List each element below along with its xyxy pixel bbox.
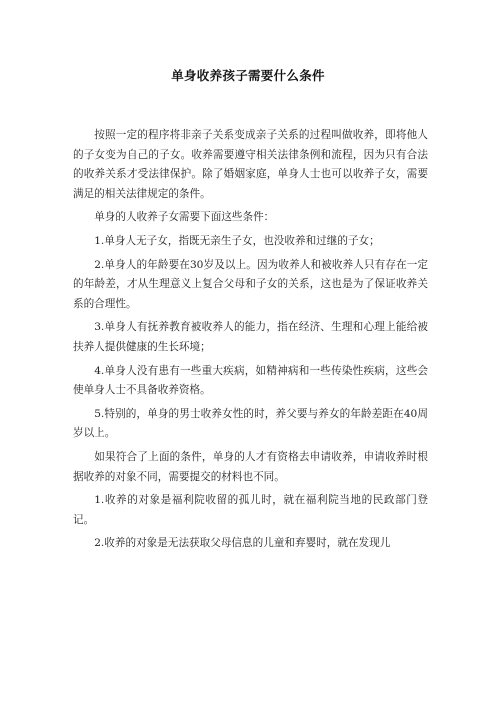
document-title: 单身收养孩子需要什么条件 <box>171 68 325 83</box>
paragraph-conditions-heading: 单身的人收养子女需要下面这些条件： <box>94 211 275 224</box>
paragraph-condition-1: 1.单身人无子女，指既无亲生子女，也没收养和过继的子女； <box>94 234 380 247</box>
paragraph-condition-3: 3.单身人有抚养教育被收养人的能力，指在经济、生理和心理上能给被扶养人提供健康的生长环境； <box>73 321 428 353</box>
paragraph-intro: 按照一定的程序将非亲子关系变成亲子关系的过程叫做收养，即将他人的子女变为自己的子女。收养需要遵守相关法律条例和流程，因为只有合法的收养关系才受法律保护。除了婚姻家庭，单身人士也可以收养子女，需要满足的相关法律规定的条件。 <box>73 129 428 200</box>
paragraph-condition-2: 2.单身人的年龄要在30岁及以上。因为收养人和被收养人只有存在一定的年龄差，才从生理意义上复合父母和子女的关系，这也是为了保证收养关系的合理性。 <box>73 258 428 310</box>
paragraph-condition-5: 5.特别的，单身的男士收养女性的时，养父要与养女的年龄差距在40周岁以上。 <box>73 407 428 440</box>
paragraph-material-1: 1.收养的对象是福利院收留的孤儿时，就在福利院当地的民政部门登记。 <box>73 494 428 526</box>
document-body <box>73 126 428 558</box>
paragraph-application: 如果符合了上面的条件，单身的人才有资格去申请收养，申请收养时根据收养的对象不同，需要提交的材料也不同。 <box>73 450 428 483</box>
paragraph-condition-4: 4.单身人没有患有一些重大疾病，如精神病和一些传染性疾病，这些会使单身人士不具备收养资格。 <box>73 364 428 397</box>
paragraph-material-2: 2.收养的对象是无法获取父母信息的儿童和弃婴时，就在发现儿 <box>94 537 391 550</box>
